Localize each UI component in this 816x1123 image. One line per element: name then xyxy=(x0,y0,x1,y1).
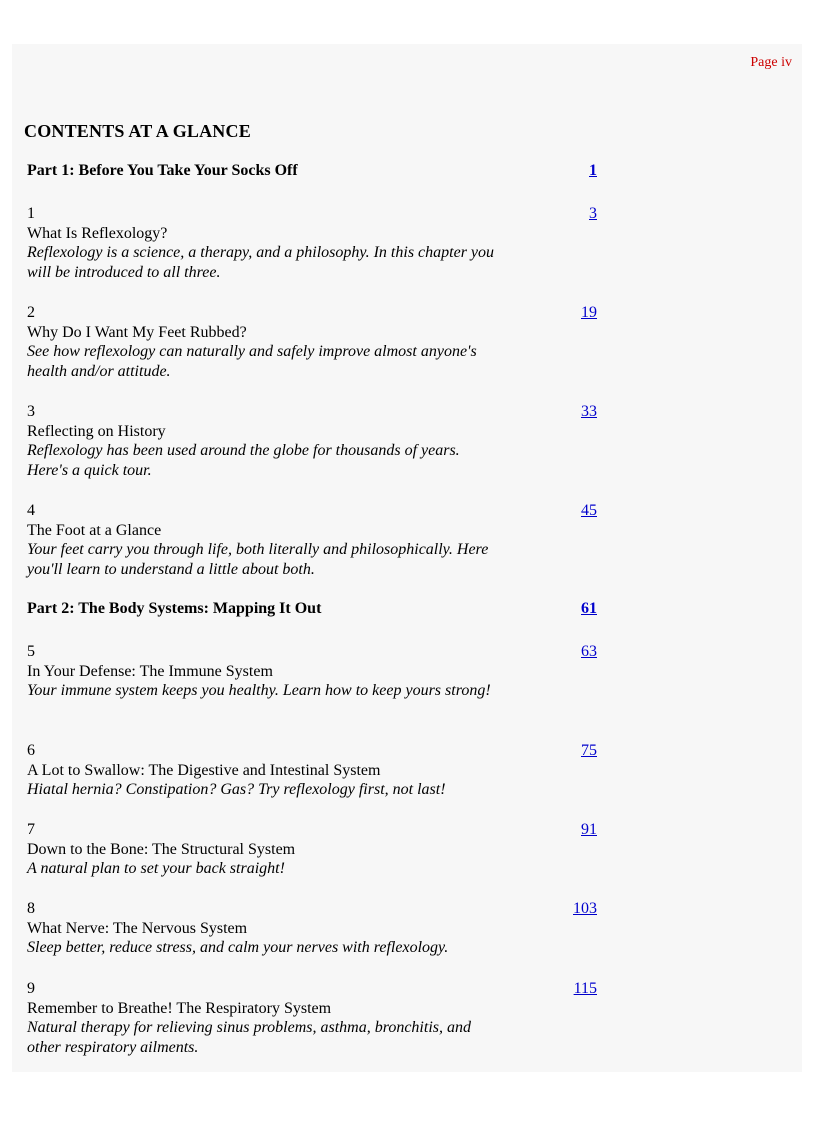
toc-chapter-1 xyxy=(27,204,597,282)
chapter-title: What Is Reflexology? xyxy=(27,224,168,242)
chapter-title: The Foot at a Glance xyxy=(27,521,162,539)
chapter-title: A Lot to Swallow: The Digestive and Intestinal System xyxy=(27,761,381,779)
toc-chapter-5 xyxy=(27,642,597,701)
page-link[interactable]: 3 xyxy=(589,205,597,222)
chapter-description: Your immune system keeps you healthy. Learn how to keep yours strong! xyxy=(27,682,491,699)
page-link[interactable]: 33 xyxy=(581,403,597,420)
part-title: Part 1: Before You Take Your Socks Off xyxy=(27,162,298,179)
page-link[interactable]: 115 xyxy=(573,980,597,997)
chapter-description: Reflexology has been used around the globe for thousands of years. Here's a quick tour. xyxy=(27,442,460,479)
toc-chapter-2 xyxy=(27,303,597,381)
chapter-description: See how reflexology can naturally and safely improve almost anyone's health and/or attitude. xyxy=(27,343,477,380)
chapter-number: 6 xyxy=(27,742,35,759)
part-title: Part 2: The Body Systems: Mapping It Out xyxy=(27,600,322,617)
page-number-label: Page iv xyxy=(750,55,792,70)
chapter-title: Why Do I Want My Feet Rubbed? xyxy=(27,323,247,341)
chapter-number: 5 xyxy=(27,643,35,660)
chapter-number: 2 xyxy=(27,304,35,321)
chapter-description: A natural plan to set your back straight! xyxy=(27,860,285,877)
chapter-description: Hiatal hernia? Constipation? Gas? Try reflexology first, not last! xyxy=(27,781,446,798)
toc-chapter-7 xyxy=(27,820,597,879)
chapter-description: Your feet carry you through life, both literally and philosophically. Here you'll learn to understand a little about both. xyxy=(27,541,489,578)
chapter-number: 3 xyxy=(27,403,35,420)
page-link[interactable]: 75 xyxy=(581,742,597,759)
chapter-title: In Your Defense: The Immune System xyxy=(27,662,273,680)
chapter-description: Natural therapy for relieving sinus problems, asthma, bronchitis, and other respiratory ailments. xyxy=(27,1019,471,1056)
toc-chapter-9 xyxy=(27,979,597,1057)
page-link[interactable]: 61 xyxy=(581,600,597,617)
toc-chapter-8 xyxy=(27,899,597,958)
chapter-number: 9 xyxy=(27,980,35,997)
chapter-number: 7 xyxy=(27,821,35,838)
toc-part-1 xyxy=(27,162,597,180)
page-link[interactable]: 1 xyxy=(589,162,597,179)
toc-part-2 xyxy=(27,600,597,618)
chapter-title: Down to the Bone: The Structural System xyxy=(27,840,296,858)
chapter-title: Remember to Breathe! The Respiratory System xyxy=(27,999,332,1017)
chapter-number: 1 xyxy=(27,205,35,222)
chapter-description: Sleep better, reduce stress, and calm your nerves with reflexology. xyxy=(27,939,449,956)
page-link[interactable]: 103 xyxy=(573,900,597,917)
chapter-number: 8 xyxy=(27,900,35,917)
chapter-number: 4 xyxy=(27,502,35,519)
toc-chapter-4 xyxy=(27,501,597,579)
toc-chapter-3 xyxy=(27,402,597,480)
page-link[interactable]: 63 xyxy=(581,643,597,660)
page-link[interactable]: 45 xyxy=(581,502,597,519)
page-link[interactable]: 19 xyxy=(581,304,597,321)
chapter-title: Reflecting on History xyxy=(27,422,166,440)
contents-title: CONTENTS AT A GLANCE xyxy=(24,121,251,141)
chapter-description: Reflexology is a science, a therapy, and a philosophy. In this chapter you will be introduced to all three. xyxy=(27,244,495,281)
chapter-title: What Nerve: The Nervous System xyxy=(27,919,248,937)
toc-chapter-6 xyxy=(27,741,597,800)
page-link[interactable]: 91 xyxy=(581,821,597,838)
